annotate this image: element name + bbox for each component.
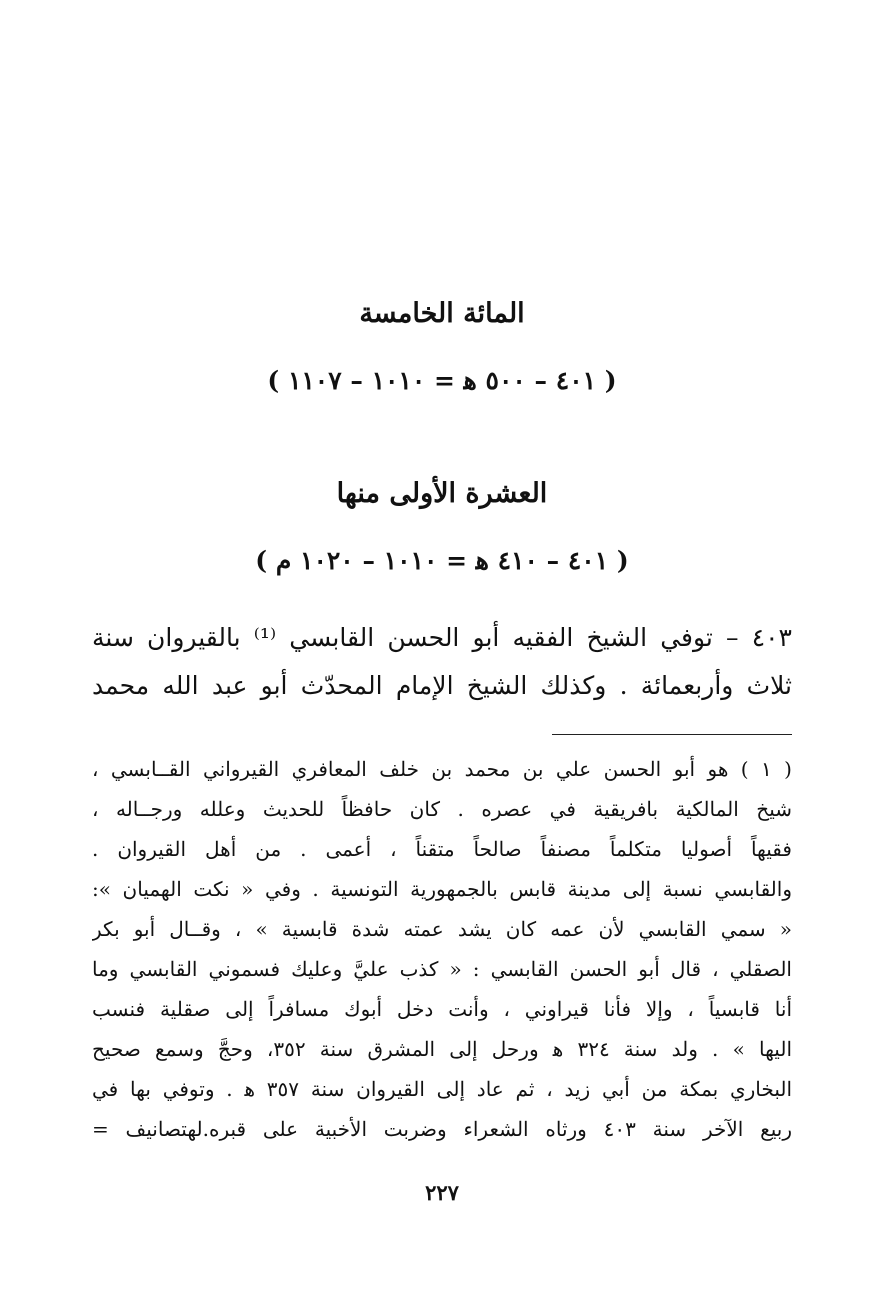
footnote-line: فقيهاً أصوليا متكلماً مصنفاً صالحاً متقناً ، أعمى . من أهل القيروان . — [92, 837, 792, 861]
footnote-line: ( ١ ) هو أبو الحسن علي بن محمد بن خلف المعافري القيرواني القــابسي ، — [92, 757, 792, 781]
body-text-line: ثلاث وأربعمائة . وكذلك الشيخ الإمام المحدّث أبو عبد الله محمد — [92, 671, 792, 700]
decade-title: العشرة الأولى منها — [336, 478, 548, 509]
body-text-line: ٤٠٣ – توفي الشيخ الفقيه أبو الحسن القابسي ⁽¹⁾ بالقيروان سنة — [92, 623, 792, 652]
footnote-line: اليها » . ولد سنة ٣٢٤ ﻫ ورحل إلى المشرق سنة ٣٥٢، وحجَّ وسمع صحيح — [92, 1037, 792, 1061]
footnote-separator — [552, 734, 792, 735]
footnote-line: البخاري بمكة من أبي زيد ، ثم عاد إلى القيروان سنة ٣٥٧ ﻫ . وتوفي بها في — [92, 1077, 792, 1101]
footnote-line: شيخ المالكية بافريقية في عصره . كان حافظاً للحديث وعلله ورجــاله ، — [92, 797, 792, 821]
century-date-range: ( ٤٠١ – ٥٠٠ ﻫ = ١٠١٠ – ١١٠٧ ) — [267, 366, 617, 395]
page-number: ٢٢٧ — [425, 1180, 459, 1205]
footnote-line: الصقلي ، قال أبو الحسن القابسي : « كذب عليَّ وعليك فسموني القابسي وما — [92, 957, 792, 981]
century-title: المائة الخامسة — [359, 298, 525, 329]
footnote-line: والقابسي نسبة إلى مدينة قابس بالجمهورية التونسية . وفي « نكت الهميان »: — [92, 877, 792, 901]
footnote-line: أنا قابسياً ، وإلا فأنا قيراوني ، وأنت دخل أبوك مسافراً إلى صقلية فنسب — [92, 997, 792, 1021]
decade-date-range: ( ٤٠١ – ٤١٠ ﻫ = ١٠١٠ – ١٠٢٠ م ) — [255, 546, 629, 575]
footnote-line: « سمي القابسي لأن عمه كان يشد عمته شدة قابسية » ، وقــال أبو بكر — [92, 917, 792, 941]
footnote-line: ربيع الآخر سنة ٤٠٣ ورثاه الشعراء وضربت الأخبية على قبره.لهتصانيف = — [92, 1117, 792, 1141]
